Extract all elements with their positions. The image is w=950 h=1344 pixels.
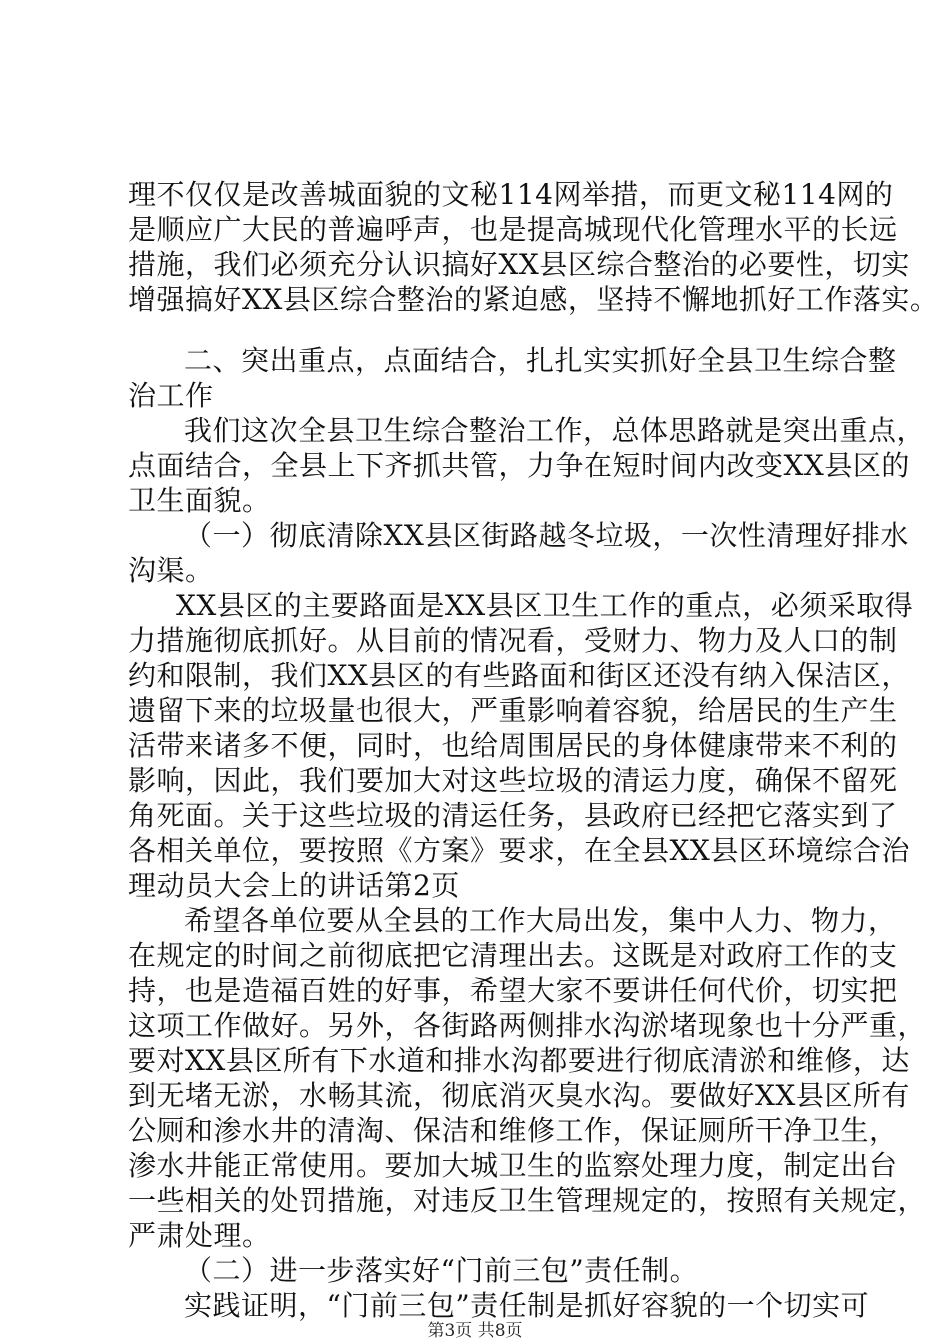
text-line: 理不仅仅是改善城面貌的文秘114网举措，而更文秘114网的: [128, 178, 894, 211]
text-line: 措施，我们必须充分认识搞好XX县区综合整治的必要性，切实: [128, 248, 910, 281]
page-number: 第3页 共8页: [427, 1321, 523, 1341]
text-line: 卫生面貌。: [128, 484, 271, 517]
text-line: 各相关单位，要按照《方案》要求，在全县XX县区环境综合治: [128, 834, 910, 867]
section-heading-continued: 治工作: [128, 379, 214, 412]
text-line: 点面结合，全县上下齐抓共管，力争在短时间内改变XX县区的: [128, 449, 910, 482]
text-line: 遗留下来的垃圾量也很大，严重影响着容貌，给居民的生产生: [128, 694, 898, 727]
text-line: 希望各单位要从全县的工作大局出发，集中人力、物力，: [184, 904, 897, 937]
text-line: 一些相关的处罚措施，对违反卫生管理规定的，按照有关规定，: [128, 1184, 927, 1217]
text-line: 约和限制，我们XX县区的有些路面和街区还没有纳入保洁区，: [128, 659, 910, 692]
subsection-heading: （一）彻底清除XX县区街路越冬垃圾，一次性清理好排水: [184, 519, 909, 552]
text-line: 活带来诸多不便，同时，也给周围居民的身体健康带来不利的: [128, 729, 898, 762]
subsection-heading: （二）进一步落实好“门前三包”责任制。: [184, 1254, 699, 1287]
text-line: 要对XX县区所有下水道和排水沟都要进行彻底清淤和维修，达: [128, 1044, 910, 1077]
text-line: 理动员大会上的讲话第2页: [128, 869, 460, 902]
text-line: 影响，因此，我们要加大对这些垃圾的清运力度，确保不留死: [128, 764, 898, 797]
text-line: 持，也是造福百姓的好事，希望大家不要讲任何代价，切实把: [128, 974, 898, 1007]
section-heading: 二、突出重点，点面结合，扎扎实实抓好全县卫生综合整: [184, 344, 897, 377]
text-line: XX县区的主要路面是XX县区卫生工作的重点，必须采取得: [176, 589, 914, 622]
text-line: 在规定的时间之前彻底把它清理出去。这既是对政府工作的支: [128, 939, 898, 972]
subsection-heading-continued: 沟渠。: [128, 554, 214, 587]
text-line: 公厕和渗水井的清淘、保洁和维修工作，保证厕所干净卫生，: [128, 1114, 898, 1147]
text-line: 这项工作做好。另外，各街路两侧排水沟淤堵现象也十分严重，: [128, 1009, 927, 1042]
text-line: 渗水井能正常使用。要加大城卫生的监察处理力度，制定出台: [128, 1149, 898, 1182]
text-line: 角死面。关于这些垃圾的清运任务，县政府已经把它落实到了: [128, 799, 898, 832]
text-line: 是顺应广大民的普遍呼声，也是提高城现代化管理水平的长远: [128, 213, 898, 246]
text-line: 实践证明，“门前三包”责任制是抓好容貌的一个切实可: [184, 1289, 870, 1322]
text-line: 增强搞好XX县区综合整治的紧迫感，坚持不懈地抓好工作落实。: [128, 283, 939, 316]
text-line: 严肃处理。: [128, 1219, 271, 1252]
text-line: 我们这次全县卫生综合整治工作，总体思路就是突出重点，: [184, 414, 926, 447]
text-line: 力措施彻底抓好。从目前的情况看，受财力、物力及人口的制: [128, 624, 898, 657]
text-line: 到无堵无淤，水畅其流，彻底消灭臭水沟。要做好XX县区所有: [128, 1079, 910, 1112]
